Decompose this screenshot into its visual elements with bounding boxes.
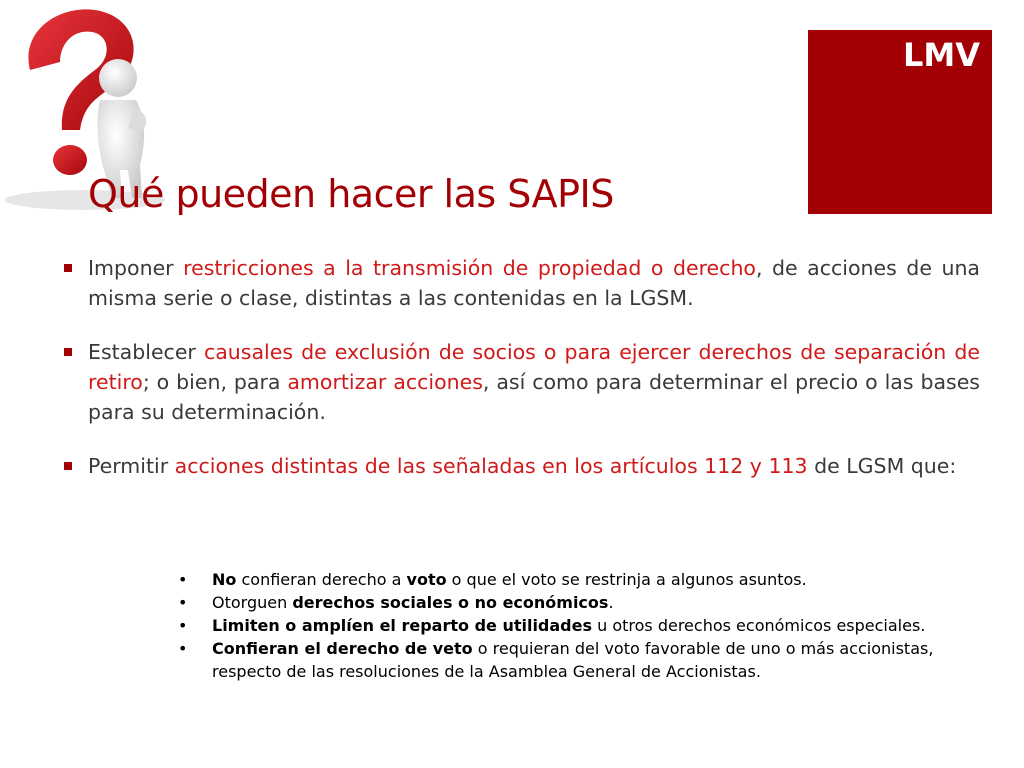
badge-label: LMV: [903, 36, 980, 74]
sub-bullet-item: [178, 591, 938, 614]
sub-bullet-text: o que el voto se restrinja a algunos asuntos.: [446, 570, 807, 589]
bullet-text: , así como para determinar el precio o las bases para su determinación.: [88, 370, 980, 424]
bullet-text: Establecer: [88, 340, 204, 364]
bullet-item: [60, 337, 980, 427]
highlighted-text: amortizar acciones: [287, 370, 483, 394]
dot-bullet-icon: •: [178, 570, 188, 589]
bold-text: derechos sociales o no económicos: [292, 593, 609, 612]
bullet-text: , de acciones de una misma serie o clase, distintas a las contenidas en la LGSM.: [88, 256, 980, 310]
bullet-text: ; o bien, para: [142, 370, 288, 394]
sub-bullet-text: .: [608, 593, 614, 612]
bullet-text: Permitir: [88, 454, 175, 478]
dot-bullet-icon: •: [178, 639, 188, 658]
bullet-item: [60, 253, 980, 313]
sub-bullet-text: u otros derechos económicos especiales.: [592, 616, 926, 635]
square-bullet-icon: [64, 264, 72, 272]
bold-text: voto: [406, 570, 447, 589]
bold-text: Confieran el derecho de veto: [212, 639, 473, 658]
highlighted-text: acciones distintas de las señaladas en los artículos 112 y 113: [174, 454, 808, 478]
sub-bullet-text: confieran derecho a: [236, 570, 407, 589]
sub-bullet-text: Otorguen: [212, 593, 293, 612]
square-bullet-icon: [64, 348, 72, 356]
highlighted-text: causales de exclusión de socios o para ejercer derechos de separación de retiro: [88, 340, 981, 394]
brand-badge: [808, 30, 992, 214]
bold-text: No: [212, 570, 237, 589]
highlighted-text: restricciones a la transmisión de propiedad o derecho: [183, 256, 756, 280]
sub-bullet-item: [178, 637, 938, 683]
bullet-item: [60, 451, 980, 481]
bold-text: Limiten o amplíen el reparto de utilidades: [212, 616, 593, 635]
bullet-text: Imponer: [88, 256, 184, 280]
bullet-list: [60, 253, 980, 505]
sub-bullet-item: [178, 568, 938, 591]
square-bullet-icon: [64, 462, 72, 470]
slide-title: Qué pueden hacer las SAPIS: [88, 172, 614, 216]
dot-bullet-icon: •: [178, 593, 188, 612]
bullet-text: de LGSM que:: [807, 454, 957, 478]
dot-bullet-icon: •: [178, 616, 188, 635]
sub-bullet-item: [178, 614, 938, 637]
sub-bullet-text: o requieran del voto favorable de uno o más accionistas, respecto de las resoluciones de la Asamblea General de Accionistas.: [212, 639, 934, 681]
sub-bullet-list: [178, 568, 938, 683]
